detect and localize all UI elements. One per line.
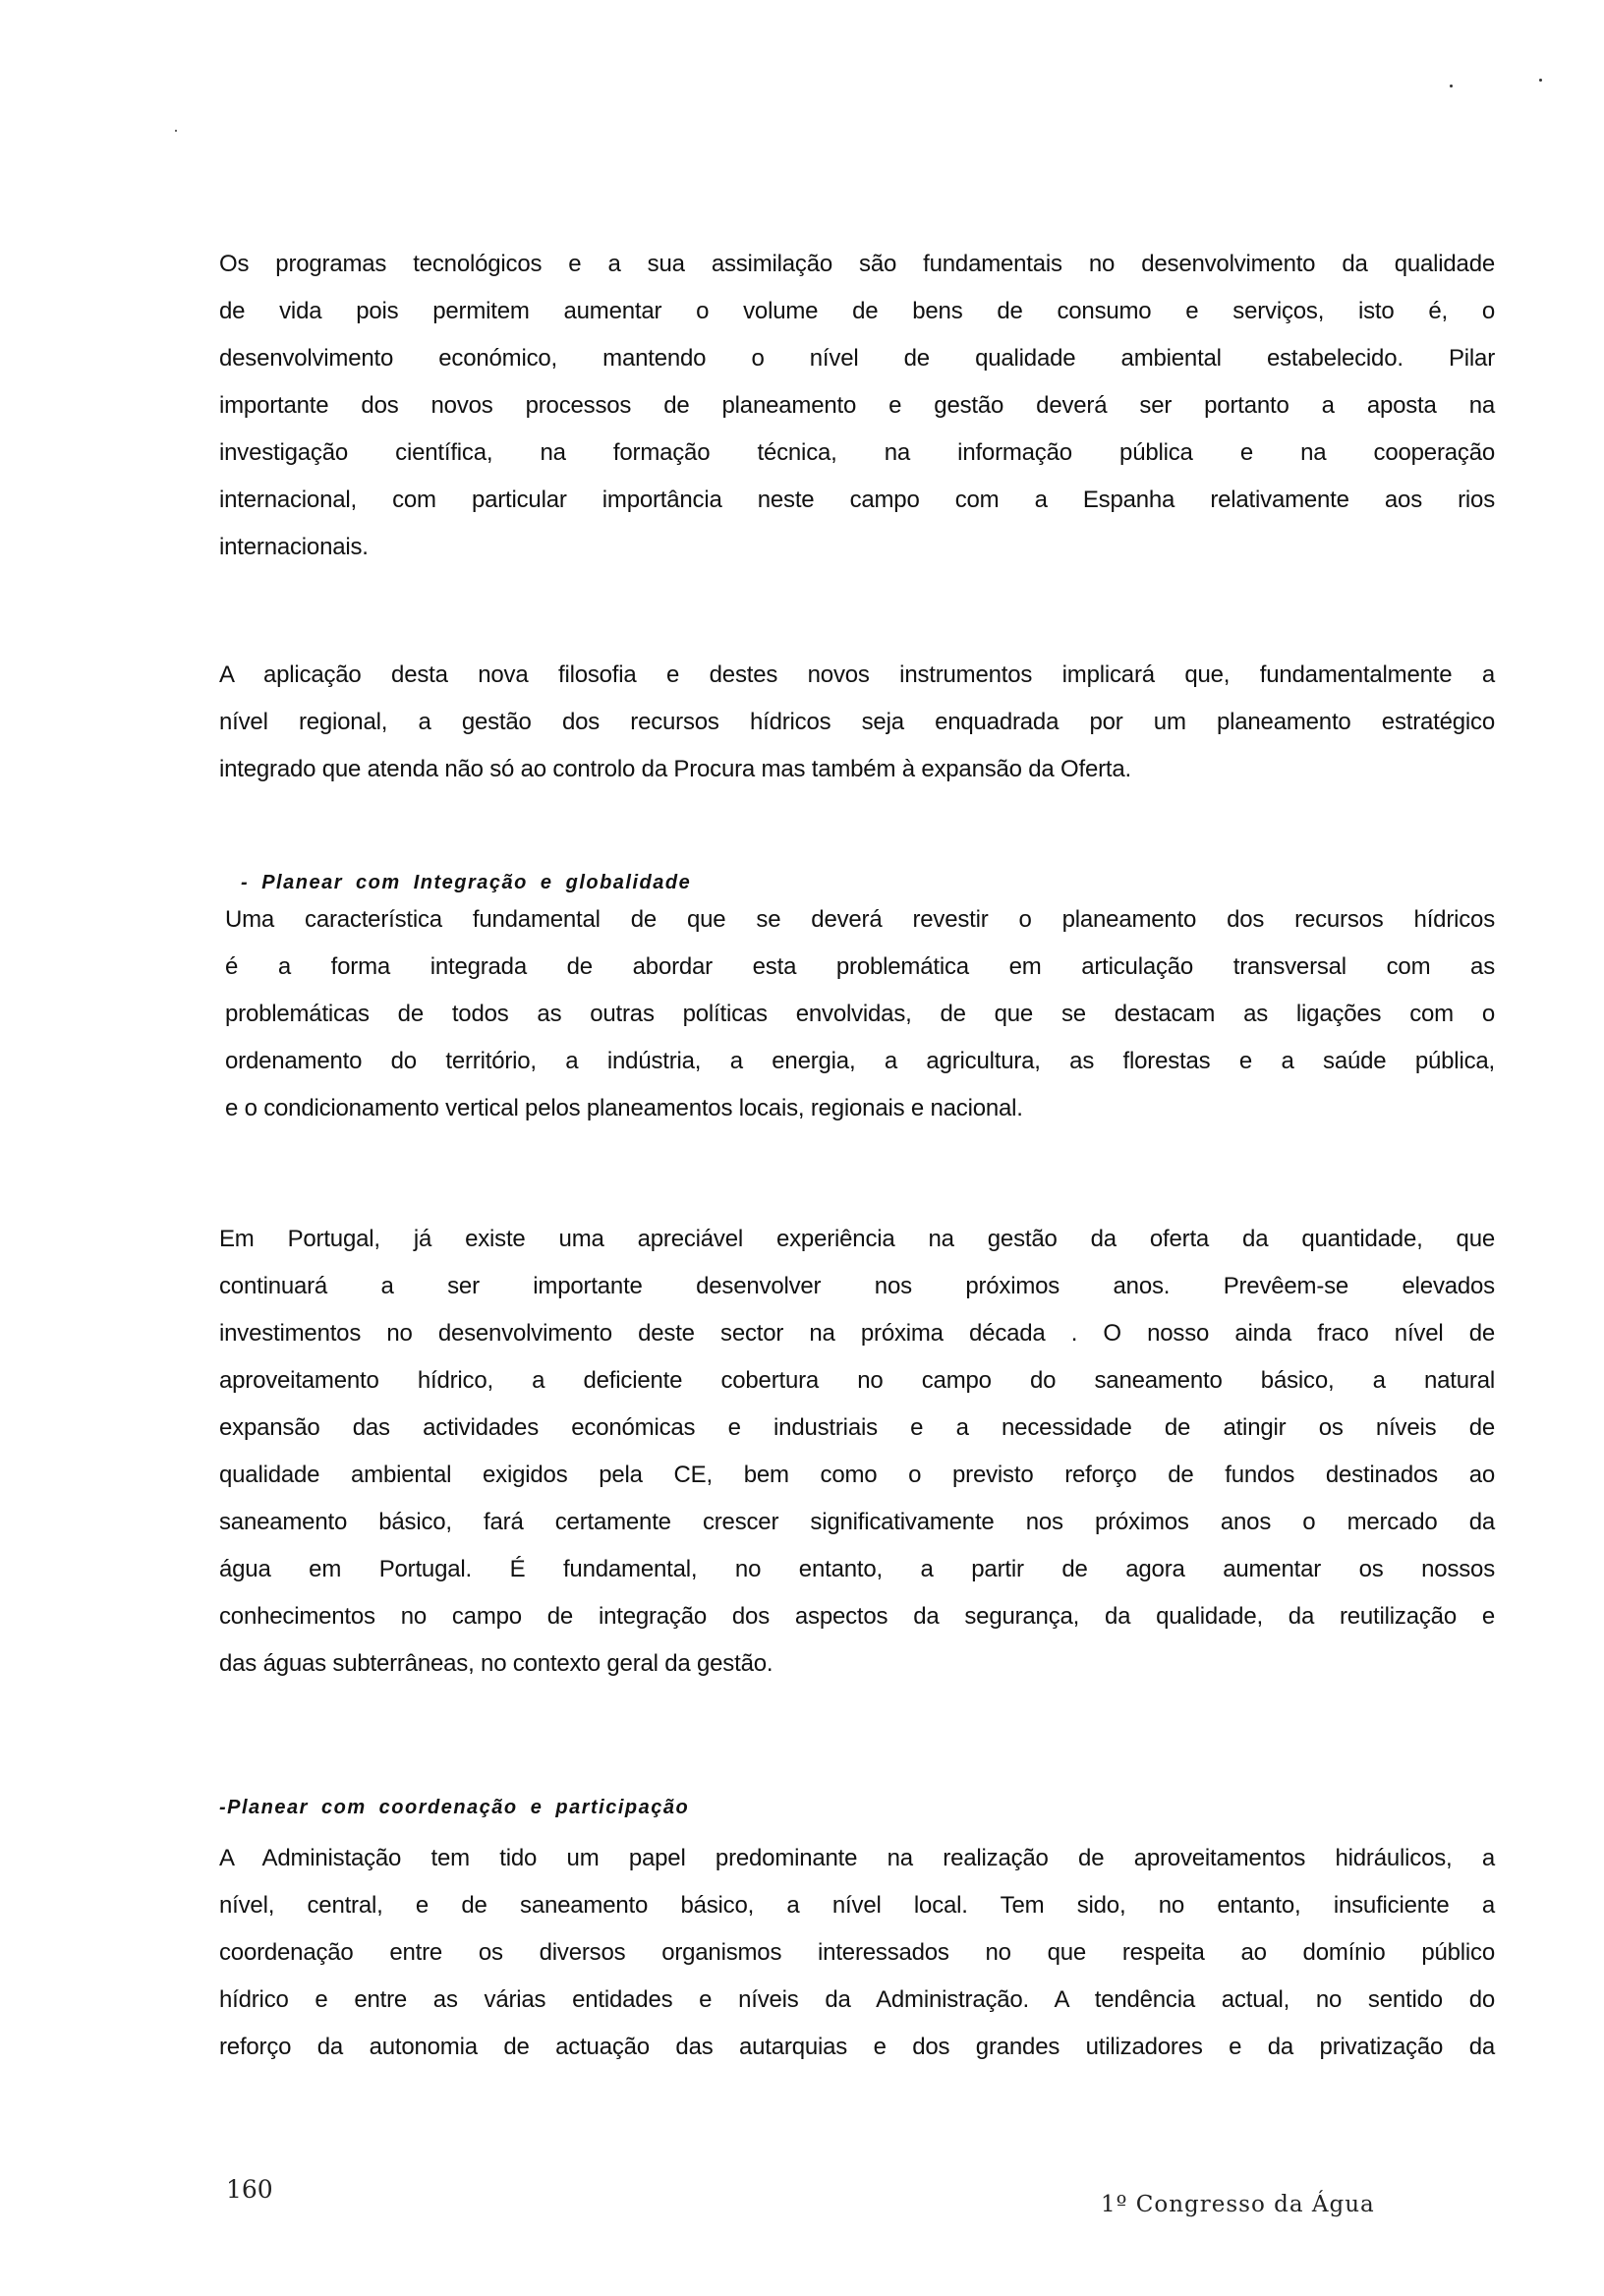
text-line: internacional, com particular importância neste campo com a Espanha relativamente aos rios xyxy=(219,487,1495,513)
text-line: expansão das actividades económicas e industriais e a necessidade de atingir os níveis de xyxy=(219,1414,1495,1441)
text-line: Uma característica fundamental de que se deverá revestir o planeamento dos recursos hídricos xyxy=(225,906,1495,933)
text-line: qualidade ambiental exigidos pela CE, bem como o previsto reforço de fundos destinados ao xyxy=(219,1462,1495,1488)
text-line: continuará a ser importante desenvolver nos próximos anos. Prevêem-se elevados xyxy=(219,1273,1495,1299)
text-line: ordenamento do território, a indústria, a energia, a agricultura, as florestas e a saúde pública, xyxy=(225,1048,1495,1074)
text-line: saneamento básico, fará certamente crescer significativamente nos próximos anos o mercado da xyxy=(219,1509,1495,1535)
text-line: importante dos novos processos de planeamento e gestão deverá ser portanto a aposta na xyxy=(219,392,1495,419)
text-line: nível regional, a gestão dos recursos hídricos seja enquadrada por um planeamento estratégico xyxy=(219,709,1495,735)
publication-title: 1º Congresso da Água xyxy=(1101,2192,1375,2217)
text-line: e o condicionamento vertical pelos planeamentos locais, regionais e nacional. xyxy=(225,1095,1023,1121)
paragraph-5 xyxy=(219,1835,1495,2071)
text-line: internacionais. xyxy=(219,534,369,560)
section-heading-integration: - Planear com Integração e globalidade xyxy=(241,872,692,893)
text-line: nível, central, e de saneamento básico, a nível local. Tem sido, no entanto, insuficiente a xyxy=(219,1892,1495,1919)
text-line: das águas subterrâneas, no contexto geral da gestão. xyxy=(219,1650,773,1677)
text-line: conhecimentos no campo de integração dos aspectos da segurança, da qualidade, da reutilização e xyxy=(219,1603,1495,1630)
scan-speck xyxy=(1539,79,1542,82)
text-line: hídrico e entre as várias entidades e níveis da Administração. A tendência actual, no sentido do xyxy=(219,1986,1495,2013)
text-line: reforço da autonomia de actuação das autarquias e dos grandes utilizadores e da privatização da xyxy=(219,2034,1495,2060)
text-line: Os programas tecnológicos e a sua assimilação são fundamentais no desenvolvimento da qualidade xyxy=(219,251,1495,277)
text-line: investimentos no desenvolvimento deste sector na próxima década . O nosso ainda fraco nível de xyxy=(219,1320,1495,1347)
paragraph-4 xyxy=(219,1216,1495,1688)
page-number: 160 xyxy=(226,2175,273,2204)
section-heading-coordination: -Planear com coordenação e participação xyxy=(219,1797,690,1818)
text-line: de vida pois permitem aumentar o volume de bens de consumo e serviços, isto é, o xyxy=(219,298,1495,324)
text-line: água em Portugal. É fundamental, no entanto, a partir de agora aumentar os nossos xyxy=(219,1556,1495,1582)
scan-speck xyxy=(175,130,177,132)
text-line: integrado que atenda não só ao controlo da Procura mas também à expansão da Oferta. xyxy=(219,756,1132,782)
text-line: é a forma integrada de abordar esta problemática em articulação transversal com as xyxy=(225,953,1495,980)
text-line: investigação científica, na formação técnica, na informação pública e na cooperação xyxy=(219,439,1495,466)
text-line: coordenação entre os diversos organismos interessados no que respeita ao domínio público xyxy=(219,1939,1495,1966)
text-line: A aplicação desta nova filosofia e destes novos instrumentos implicará que, fundamentalmente a xyxy=(219,661,1495,688)
paragraph-1 xyxy=(219,241,1495,571)
paragraph-2 xyxy=(219,652,1495,793)
text-line: Em Portugal, já existe uma apreciável experiência na gestão da oferta da quantidade, que xyxy=(219,1226,1495,1252)
text-line: aproveitamento hídrico, a deficiente cobertura no campo do saneamento básico, a natural xyxy=(219,1367,1495,1394)
text-line: A Administação tem tido um papel predominante na realização de aproveitamentos hidráulicos, a xyxy=(219,1845,1495,1871)
paragraph-3 xyxy=(219,896,1495,1132)
text-line: desenvolvimento económico, mantendo o nível de qualidade ambiental estabelecido. Pilar xyxy=(219,345,1495,372)
text-line: problemáticas de todos as outras políticas envolvidas, de que se destacam as ligações com o xyxy=(225,1001,1495,1027)
scan-speck xyxy=(1450,85,1453,87)
